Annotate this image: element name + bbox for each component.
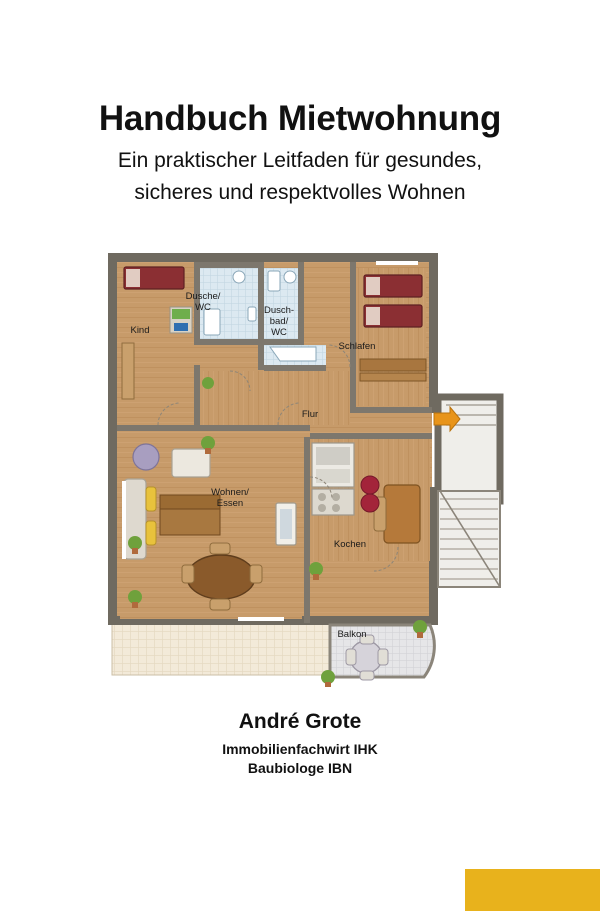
credential-line-2: Baubiologe IBN: [247, 760, 353, 776]
author-credentials: [0, 740, 600, 778]
floorplan-svg: [98, 247, 508, 687]
room-label-balkon: Balkon: [337, 629, 367, 640]
subtitle-line-2: sicheres und respektvolles Wohnen: [134, 181, 466, 204]
subtitle-line-1: Ein praktischer Leitfaden für gesundes,: [117, 149, 483, 172]
subtitle: [0, 145, 600, 209]
room-label-schlafen: Schlafen: [338, 341, 376, 352]
accent-bar: [465, 869, 600, 911]
room-label-kochen: Kochen: [333, 539, 367, 550]
room-label-duschbad-wc: Dusch- bad/ WC: [263, 305, 295, 338]
author-name: André Grote: [238, 710, 362, 733]
room-label-dusche-wc: Dusche/ WC: [185, 291, 221, 313]
floorplan-illustration: [98, 247, 508, 687]
credential-line-1: Immobilienfachwirt IHK: [222, 741, 378, 757]
room-label-flur: Flur: [301, 409, 319, 420]
room-label-kind: Kind: [130, 325, 150, 336]
page-title: Handbuch Mietwohnung: [98, 99, 502, 139]
room-label-wohnen-essen: Wohnen/ Essen: [211, 487, 249, 509]
